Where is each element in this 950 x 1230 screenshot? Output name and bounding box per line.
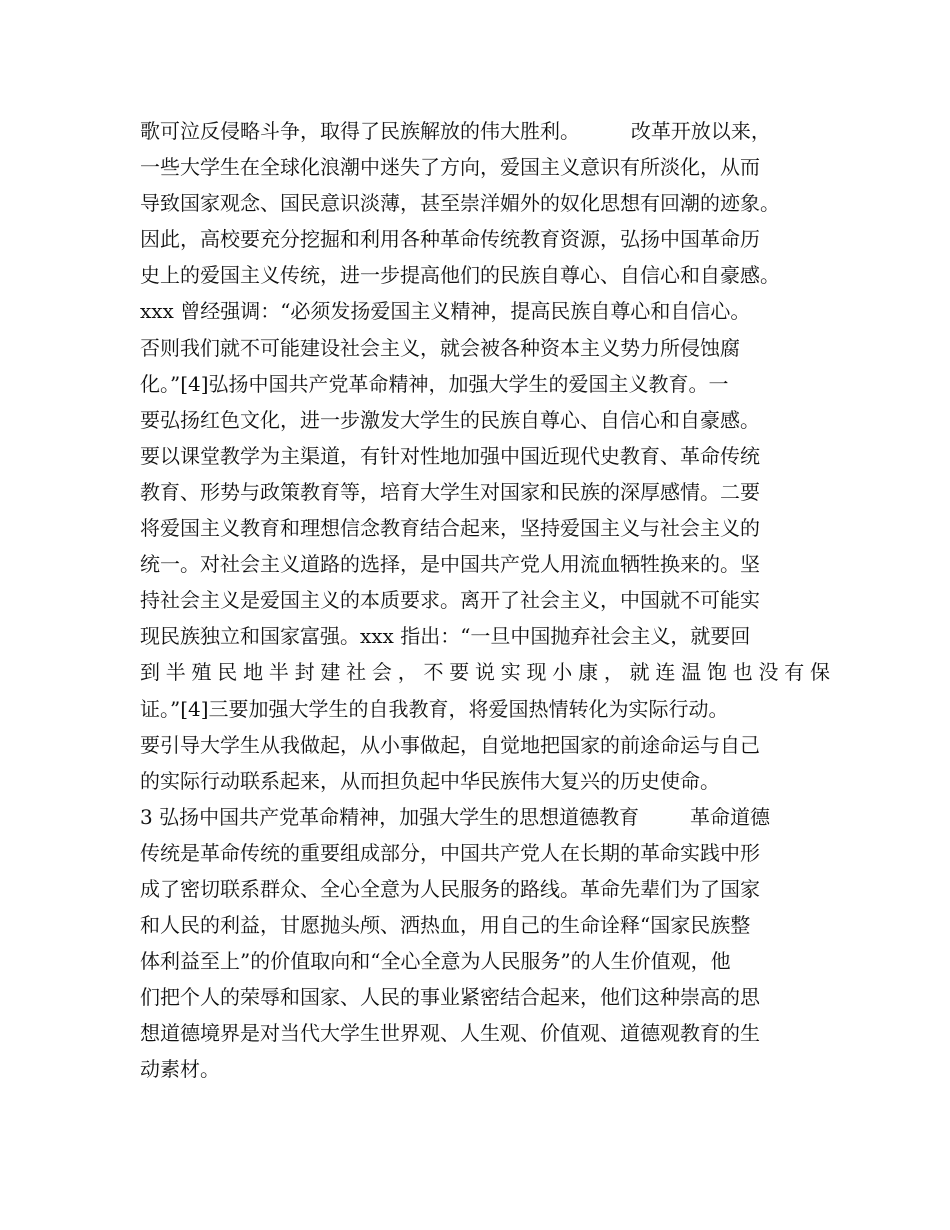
text-line: 要引导大学生从我做起，从小事做起，自觉地把国家的前途命运与自己 [140, 732, 760, 757]
text-line: 持社会主义是爱国主义的本质要求。离开了社会主义，中国就不可能实 [140, 588, 760, 613]
text-line: 一些大学生在全球化浪潮中迷失了方向，爱国主义意识有所淡化，从而 [140, 155, 760, 180]
text-line: 导致国家观念、国民意识淡薄，甚至崇洋媚外的奴化思想有回潮的迹象。 [140, 191, 780, 216]
text-line: 史上的爱国主义传统，进一步提高他们的民族自尊心、自信心和自豪感。 [140, 263, 780, 288]
text-line: 3 弘扬中国共产党革命精神，加强大学生的思想道德教育 革命道德 [140, 804, 770, 829]
text-line: 将爱国主义教育和理想信念教育结合起来，坚持爱国主义与社会主义的 [140, 516, 760, 541]
text-line: 想道德境界是对当代大学生世界观、人生观、价值观、道德观教育的生 [140, 1021, 760, 1046]
text-line: 要以课堂教学为主渠道，有针对性地加强中国近现代史教育、革命传统 [140, 443, 760, 468]
text-line: 化。”[4]弘扬中国共产党革命精神，加强大学生的爱国主义教育。一 [140, 371, 729, 396]
text-line: 到半殖民地半封建社会，不要说实现小康，就连温饱也没有保 [140, 660, 830, 685]
text-line: 歌可泣反侵略斗争，取得了民族解放的伟大胜利。 改革开放以来， [140, 119, 771, 143]
text-line: 现民族独立和国家富强。xxx 指出：“一旦中国抛弃社会主义，就要回 [140, 624, 751, 649]
text-line: 证。”[4]三要加强大学生的自我教育，将爱国热情转化为实际行动。 [140, 696, 729, 721]
text-line: 否则我们就不可能建设社会主义，就会被各种资本主义势力所侵蚀腐 [140, 335, 740, 360]
text-line: 因此，高校要充分挖掘和利用各种革命传统教育资源，弘扬中国革命历 [140, 227, 760, 252]
text-line: 体利益至上”的价值取向和“全心全意为人民服务”的人生价值观，他 [140, 949, 731, 974]
text-line: 的实际行动联系起来，从而担负起中华民族伟大复兴的历史使命。 [140, 768, 720, 793]
text-line: 教育、形势与政策教育等，培育大学生对国家和民族的深厚感情。二要 [140, 479, 760, 504]
body-text [140, 113, 830, 1088]
text-line: 们把个人的荣辱和国家、人民的事业紧密结合起来，他们这种崇高的思 [140, 985, 760, 1010]
text-line: 动素材。 [140, 1057, 220, 1082]
text-line: 传统是革命传统的重要组成部分，中国共产党人在长期的革命实践中形 [140, 840, 760, 865]
text-line: 和人民的利益，甘愿抛头颅、洒热血，用自己的生命诠释“国家民族整 [140, 913, 751, 938]
text-line: 要弘扬红色文化，进一步激发大学生的民族自尊心、自信心和自豪感。 [140, 407, 760, 432]
text-line: 成了密切联系群众、全心全意为人民服务的路线。革命先辈们为了国家 [140, 876, 760, 901]
text-line: xxx 曾经强调：“必须发扬爱国主义精神，提高民族自尊心和自信心。 [140, 299, 751, 324]
text-line: 统一。对社会主义道路的选择，是中国共产党人用流血牺牲换来的。坚 [140, 552, 760, 577]
